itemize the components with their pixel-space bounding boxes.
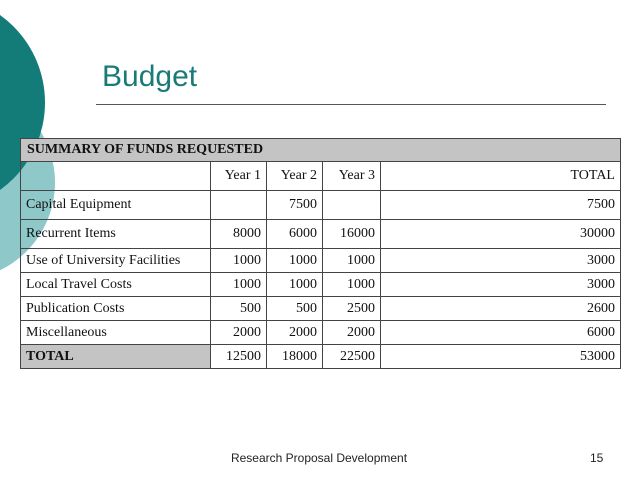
cell-year1: 8000 bbox=[211, 220, 267, 249]
table-total-row bbox=[21, 345, 621, 369]
cell-year1: 1000 bbox=[211, 249, 267, 273]
row-label: Local Travel Costs bbox=[21, 273, 211, 297]
row-label: Miscellaneous bbox=[21, 321, 211, 345]
header-cell-label bbox=[21, 162, 211, 191]
cell-year3: 1000 bbox=[323, 249, 381, 273]
header-cell-year1: Year 1 bbox=[211, 162, 267, 191]
cell-year3: 2500 bbox=[323, 297, 381, 321]
cell-year2: 7500 bbox=[267, 191, 323, 220]
cell-year1 bbox=[211, 191, 267, 220]
table-row bbox=[21, 191, 621, 220]
cell-year3: 2000 bbox=[323, 321, 381, 345]
row-label: Use of University Facilities bbox=[21, 249, 211, 273]
total-year2: 18000 bbox=[267, 345, 323, 369]
cell-year2: 1000 bbox=[267, 273, 323, 297]
cell-year2: 6000 bbox=[267, 220, 323, 249]
cell-year1: 1000 bbox=[211, 273, 267, 297]
table-row bbox=[21, 249, 621, 273]
cell-total: 3000 bbox=[381, 249, 621, 273]
row-label: Recurrent Items bbox=[21, 220, 211, 249]
cell-year2: 2000 bbox=[267, 321, 323, 345]
cell-year3: 1000 bbox=[323, 273, 381, 297]
header-cell-year3: Year 3 bbox=[323, 162, 381, 191]
cell-total: 7500 bbox=[381, 191, 621, 220]
cell-year1: 500 bbox=[211, 297, 267, 321]
row-label: Capital Equipment bbox=[21, 191, 211, 220]
table-banner-row bbox=[21, 139, 621, 162]
cell-total: 2600 bbox=[381, 297, 621, 321]
cell-year3: 16000 bbox=[323, 220, 381, 249]
page-number: 15 bbox=[590, 451, 604, 465]
header-cell-year2: Year 2 bbox=[267, 162, 323, 191]
cell-total: 6000 bbox=[381, 321, 621, 345]
total-label: TOTAL bbox=[21, 345, 211, 369]
cell-year1: 2000 bbox=[211, 321, 267, 345]
cell-year2: 500 bbox=[267, 297, 323, 321]
slide-footer: Research Proposal Development bbox=[230, 451, 408, 465]
header-cell-total: TOTAL bbox=[381, 162, 621, 191]
table-banner: SUMMARY OF FUNDS REQUESTED bbox=[21, 139, 621, 162]
table-row bbox=[21, 321, 621, 345]
total-total: 53000 bbox=[381, 345, 621, 369]
total-year1: 12500 bbox=[211, 345, 267, 369]
row-label: Publication Costs bbox=[21, 297, 211, 321]
table-row bbox=[21, 273, 621, 297]
title-underline bbox=[96, 104, 606, 105]
cell-total: 30000 bbox=[381, 220, 621, 249]
cell-total: 3000 bbox=[381, 273, 621, 297]
table-header-row bbox=[21, 162, 621, 191]
table-row bbox=[21, 220, 621, 249]
table-row bbox=[21, 297, 621, 321]
cell-year3 bbox=[323, 191, 381, 220]
total-year3: 22500 bbox=[323, 345, 381, 369]
cell-year2: 1000 bbox=[267, 249, 323, 273]
slide-title: Budget bbox=[102, 60, 198, 93]
budget-table bbox=[20, 138, 621, 369]
